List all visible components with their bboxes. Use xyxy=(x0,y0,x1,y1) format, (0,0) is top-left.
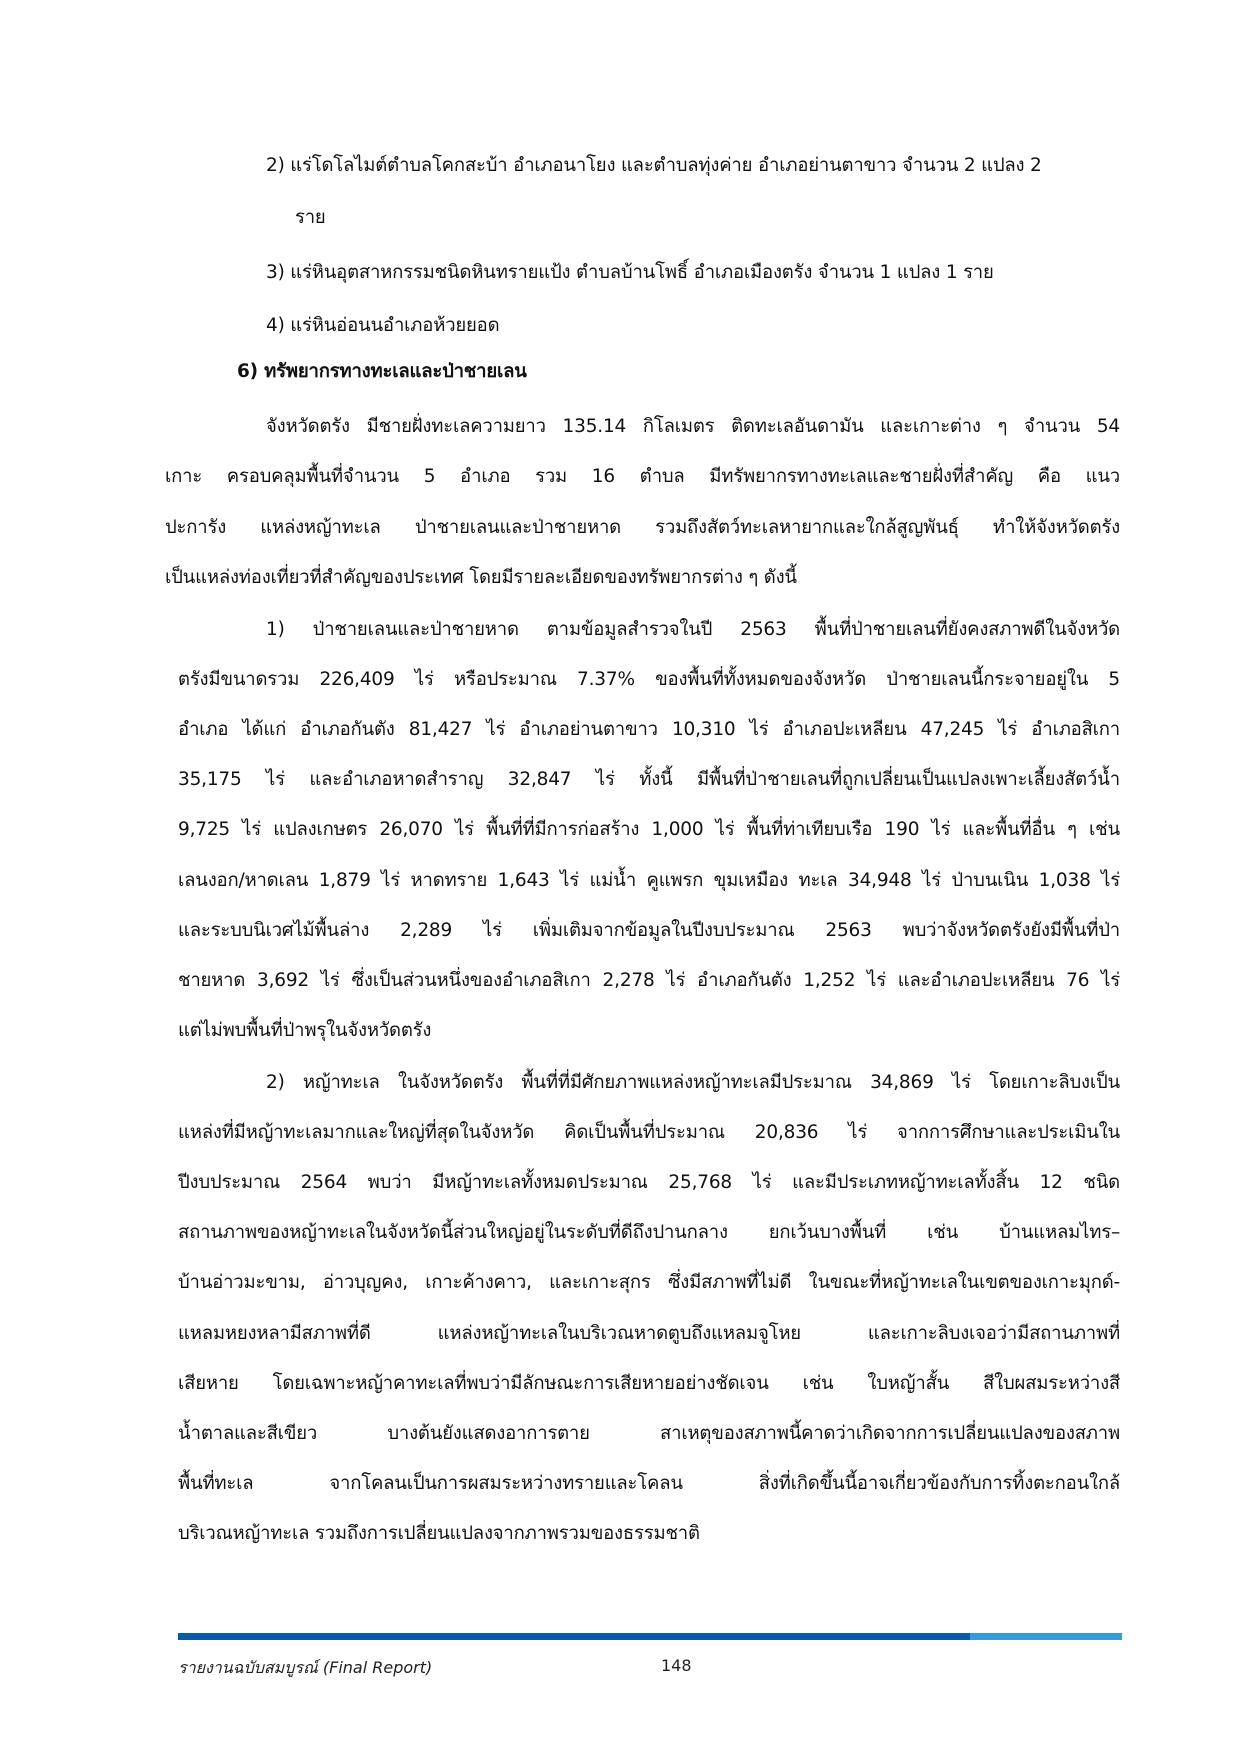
seagrass-line: น้ำตาลและสีเขียว บางต้นยังแสดงอาการตาย สาเหตุของสภาพนี้คาดว่าเกิดจากการเปลี่ยนแปลงของสภาพ xyxy=(178,1423,1120,1444)
intro-line: เกาะ ครอบคลุมพื้นที่จำนวน 5 อำเภอ รวม 16 ตำบล มีทรัพยากรทางทะเลและชายฝั่งที่สำคัญ คือ แนว xyxy=(165,466,1120,487)
intro-line: จังหวัดตรัง มีชายฝั่งทะเลความยาว 135.14 กิโลเมตร ติดทะเลอันดามัน และเกาะต่าง ๆ จำนวน 54 xyxy=(266,416,1120,437)
seagrass-line: 2) หญ้าทะเล ในจังหวัดตรัง พื้นที่ที่มีศักยภาพแหล่งหญ้าทะเลมีประมาณ 34,869 ไร่ โดยเกาะลิบงเป็น xyxy=(266,1072,1120,1093)
mangrove-line: ตรังมีขนาดรวม 226,409 ไร่ หรือประมาณ 7.37% ของพื้นที่ทั้งหมดของจังหวัด ป่าชายเลนนี้กระจายอยู่ใน 5 xyxy=(178,669,1120,690)
mangrove-line: และระบบนิเวศไม้พื้นล่าง 2,289 ไร่ เพิ่มเติมจากข้อมูลในปีงบประมาณ 2563 พบว่าจังหวัดตรังยังมีพื้นที่ป่า xyxy=(178,920,1120,941)
footer-divider xyxy=(178,1633,1122,1640)
footer-divider-dark xyxy=(178,1633,970,1640)
mangrove-line: 1) ป่าชายเลนและป่าชายหาด ตามข้อมูลสำรวจในปี 2563 พื้นที่ป่าชายเลนที่ยังคงสภาพดีในจังหวัด xyxy=(266,619,1120,640)
seagrass-line: บริเวณหญ้าทะเล รวมถึงการเปลี่ยนแปลงจากภาพรวมของธรรมชาติ xyxy=(178,1523,700,1544)
mineral-item-2-line-2: ราย xyxy=(295,207,326,228)
intro-line: ปะการัง แหล่งหญ้าทะเล ป่าชายเลนและป่าชายหาด รวมถึงสัตว์ทะเลหายากและใกล้สูญพันธุ์ ทำให้จังหวัดตรัง xyxy=(165,517,1120,538)
mineral-item-3: 3) แร่หินอุตสาหกรรมชนิดหินทรายแป้ง ตำบลบ้านโพธิ์ อำเภอเมืองตรัง จำนวน 1 แปลง 1 ราย xyxy=(266,262,994,283)
mangrove-line: แต่ไม่พบพื้นที่ป่าพรุในจังหวัดตรัง xyxy=(178,1020,432,1041)
seagrass-line: แหล่งที่มีหญ้าทะเลมากและใหญ่ที่สุดในจังหวัด คิดเป็นพื้นที่ประมาณ 20,836 ไร่ จากการศึกษาและประเมินใน xyxy=(178,1122,1120,1143)
mangrove-line: เลนงอก/หาดเลน 1,879 ไร่ หาดทราย 1,643 ไร่ แม่น้ำ คูแพรก ขุมเหมือง ทะเล 34,948 ไร่ ป่าบนเนิน 1,038 ไร่ xyxy=(178,870,1120,891)
seagrass-line: เสียหาย โดยเฉพาะหญ้าคาทะเลที่พบว่ามีลักษณะการเสียหายอย่างชัดเจน เช่น ใบหญ้าสั้น สีใบผสมระหว่างสี xyxy=(178,1373,1120,1394)
seagrass-line: พื้นที่ทะเล จากโคลนเป็นการผสมระหว่างทรายและโคลน สิ่งที่เกิดขึ้นนี้อาจเกี่ยวข้องกับการทิ้งตะกอนใกล้ xyxy=(178,1473,1120,1494)
mineral-item-2-line-1: 2) แร่โดโลไมต์ตำบลโคกสะบ้า อำเภอนาโยง และตำบลทุ่งค่าย อำเภอย่านตาขาว จำนวน 2 แปลง 2 xyxy=(266,155,1042,176)
mangrove-line: 9,725 ไร่ แปลงเกษตร 26,070 ไร่ พื้นที่ที่มีการก่อสร้าง 1,000 ไร่ พื้นที่ท่าเทียบเรือ 190 ไร่ และพื้นที่อื่น ๆ เช่น xyxy=(178,819,1120,840)
page-number: 148 xyxy=(661,1656,692,1675)
mangrove-line: ชายหาด 3,692 ไร่ ซึ่งเป็นส่วนหนึ่งของอำเภอสิเกา 2,278 ไร่ อำเภอกันตัง 1,252 ไร่ และอำเภอปะเหลียน 76 ไร่ xyxy=(178,970,1120,991)
seagrass-line: ปีงบประมาณ 2564 พบว่า มีหญ้าทะเลทั้งหมดประมาณ 25,768 ไร่ และมีประเภทหญ้าทะเลทั้งสิ้น 12 ชนิด xyxy=(178,1172,1120,1193)
mangrove-line: อำเภอ ได้แก่ อำเภอกันตัง 81,427 ไร่ อำเภอย่านตาขาว 10,310 ไร่ อำเภอปะเหลียน 47,245 ไร่ อำเภอสิเกา xyxy=(178,719,1120,740)
intro-line: เป็นแหล่งท่องเที่ยวที่สำคัญของประเทศ โดยมีรายละเอียดของทรัพยากรต่าง ๆ ดังนี้ xyxy=(165,567,797,588)
footer-divider-light xyxy=(970,1633,1122,1640)
section-heading: 6) ทรัพยากรทางทะเลและป่าชายเลน xyxy=(237,361,527,382)
seagrass-line: บ้านอ่าวมะขาม, อ่าวบุญคง, เกาะค้างคาว, และเกาะสุกร ซึ่งมีสภาพที่ไม่ดี ในขณะที่หญ้าทะเลในเขตของเกาะมุกด์- xyxy=(178,1272,1120,1293)
seagrass-line: สถานภาพของหญ้าทะเลในจังหวัดนี้ส่วนใหญ่อยู่ในระดับที่ดีถึงปานกลาง ยกเว้นบางพื้นที่ เช่น บ้านแหลมไทร– xyxy=(178,1222,1120,1243)
mangrove-line: 35,175 ไร่ และอำเภอหาดสำราญ 32,847 ไร่ ทั้งนี้ มีพื้นที่ป่าชายเลนที่ถูกเปลี่ยนเป็นแปลงเพาะเลี้ยงสัตว์น้ำ xyxy=(178,769,1120,790)
footer-report-title: รายงานฉบับสมบูรณ์ (Final Report) xyxy=(178,1658,433,1677)
mineral-item-4: 4) แร่หินอ่อนนอำเภอห้วยยอด xyxy=(266,315,500,336)
seagrass-line: แหลมหยงหลามีสภาพที่ดี แหล่งหญ้าทะเลในบริเวณหาดตูบถึงแหลมจูโหย และเกาะลิบงเจอว่ามีสถานภาพที่ xyxy=(178,1323,1120,1344)
